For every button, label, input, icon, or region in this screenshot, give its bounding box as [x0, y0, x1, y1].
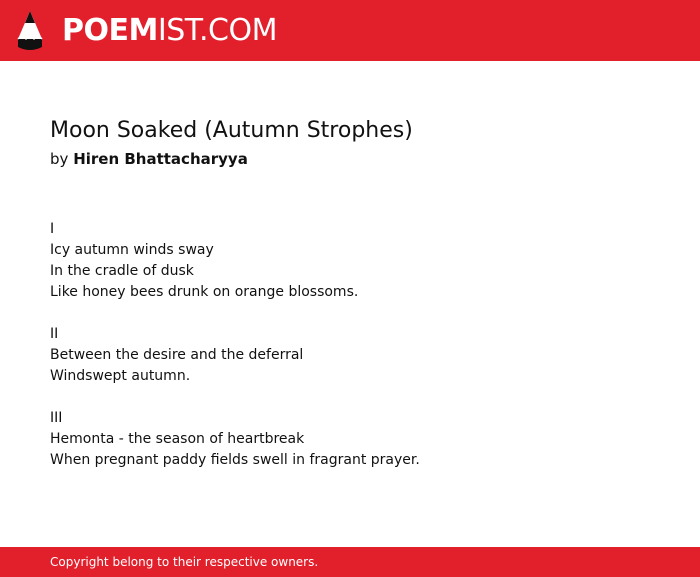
stanza-number: II: [50, 326, 59, 342]
site-logo-text[interactable]: [62, 12, 277, 50]
poem-line: In the cradle of dusk: [50, 263, 194, 279]
site-header: [0, 0, 700, 61]
by-label: by: [50, 150, 69, 168]
brand-bold-text: POEM: [62, 13, 158, 48]
poem-byline: [50, 149, 248, 169]
pencil-tip-icon[interactable]: [16, 9, 44, 53]
stanza-number: III: [50, 410, 63, 426]
copyright-text: Copyright belong to their respective owners.: [50, 555, 319, 569]
poem-author: Hiren Bhattacharyya: [73, 150, 248, 168]
poem-line: Between the desire and the deferral: [50, 347, 304, 363]
stanza-3: [50, 408, 650, 471]
stanza-number: I: [50, 221, 55, 237]
poem-title: Moon Soaked (Autumn Strophes): [50, 118, 413, 143]
poem-body: [50, 219, 650, 492]
brand-light-text: IST.COM: [157, 13, 277, 48]
poem-line: Hemonta - the season of heartbreak: [50, 431, 305, 447]
poem-line: When pregnant paddy fields swell in fragrant prayer.: [50, 452, 420, 468]
poem-line: Like honey bees drunk on orange blossoms.: [50, 284, 359, 300]
site-footer: [0, 547, 700, 577]
poem-line: Icy autumn winds sway: [50, 242, 214, 258]
poem-line: Windswept autumn.: [50, 368, 191, 384]
stanza-2: [50, 324, 650, 387]
stanza-1: [50, 219, 650, 303]
